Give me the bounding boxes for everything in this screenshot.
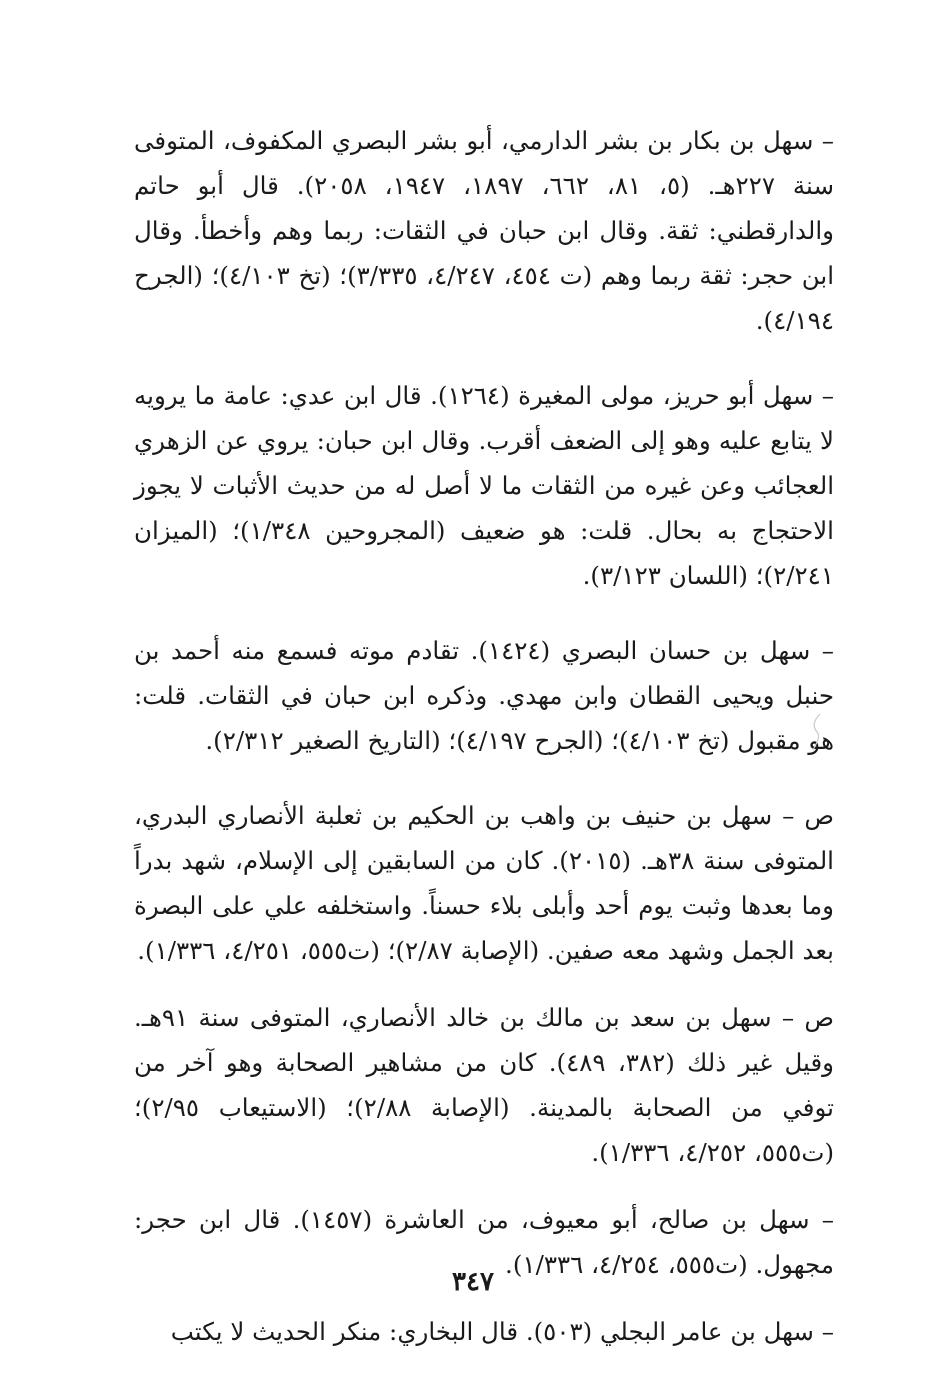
entry-sahl-ibn-salih: – سهل بن صالح، أبو معيوف، من العاشرة (١٤٥٧). قال ابن حجر: مجهول. (ت٥٥٥، ٤/٢٥٤، ١/٣٣٦). [134,1205,835,1279]
entry-sahl-ibn-amir: – سهل بن عامر البجلي (٥٠٣). قال البخاري: منكر الحديث لا يكتب [170,1317,834,1346]
page-number: ٣٤٧ [452,1267,494,1297]
page-body [134,118,834,1354]
entry-sahl-abu-hariz: – سهل أبو حريز، مولى المغيرة (١٢٦٤). قال ابن عدي: عامة ما يرويه لا يتابع عليه وهو إلى الضعف أقرب. وقال ابن حبان: يروي عن الزهري العجائب وعن غيره من الثقات ما لا أصل له من حديث الأثبات لا يجوز الاحتجاج به بحال. قلت: هو ضعيف (المجروحين ١/٣٤٨)؛ (الميزان ٢/٢٤١)؛ (اللسان ٣/١٢٣). [134,381,834,590]
entry-sahl-ibn-bakkar: – سهل بن بكار بن بشر الدارمي، أبو بشر البصري المكفوف، المتوفى سنة ٢٢٧هـ. (٥، ٨١، ٦٦٢، ١٨٩٧، ١٩٤٧، ٢٠٥٨). قال أبو حاتم والدارقطني: ثقة. وقال ابن حبان في الثقات: ربما وهم وأخطأ. وقال ابن حجر: ثقة ربما وهم (ت ٤٥٤، ٤/٢٤٧، ٣/٣٣٥)؛ (تخ ٤/١٠٣)؛ (الجرح ٤/١٩٤). [134,126,835,335]
entry-sahl-ibn-hassan: – سهل بن حسان البصري (١٤٢٤). تقادم موته فسمع منه أحمد بن حنبل ويحيى القطان وابن مهدي. وذكره ابن حبان في الثقات. قلت: هو مقبول (تخ ٤/١٠٣)؛ (الجرح ٤/١٩٧)؛ (التاريخ الصغير ٢/٣١٢). [134,636,835,755]
margin-pencil-mark [808,712,824,752]
entry-sahl-ibn-hunayf: ص – سهل بن حنيف بن واهب بن الحكيم بن ثعلبة الأنصاري البدري، المتوفى سنة ٣٨هـ. (٢٠١٥). كان من السابقين إلى الإسلام، شهد بدراً وما بعدها وثبت يوم أحد وأبلى بلاء حسناً. واستخلفه علي على البصرة بعد الجمل وشهد معه صفين. (الإصابة ٢/٨٧)؛ (ت٥٥٥، ٤/٢٥١، ١/٣٣٦). [134,801,834,965]
entry-sahl-ibn-saad: ص – سهل بن سعد بن مالك بن خالد الأنصاري، المتوفى سنة ٩١هـ. وقيل غير ذلك (٣٨٢، ٤٨٩). كان من مشاهير الصحابة وهو آخر من توفي من الصحابة بالمدينة. (الإصابة ٢/٨٨)؛ (الاستيعاب ٢/٩٥)؛ (ت٥٥٥، ٤/٢٥٢، ١/٣٣٦). [134,1003,834,1167]
